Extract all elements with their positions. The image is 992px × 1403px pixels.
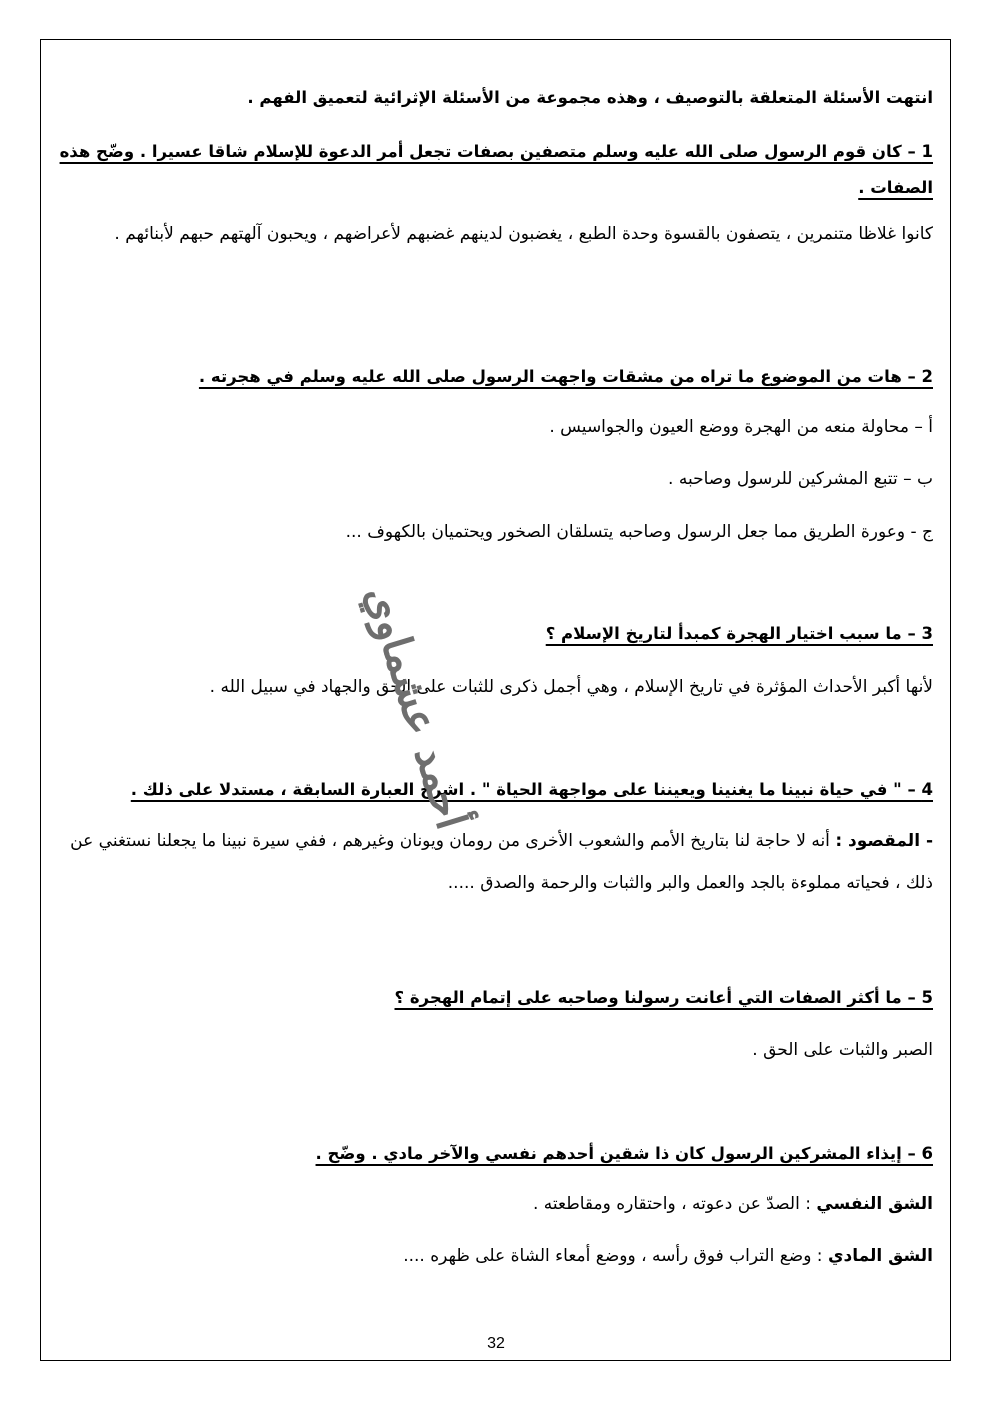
answer-2-item-c: ج - وعورة الطريق مما جعل الرسول وصاحبه يتسلقان الصخور ويحتميان بالكهوف ... — [345, 522, 933, 542]
answer-6-psych-label: الشق النفسي — [816, 1194, 933, 1214]
answer-4-label: - المقصود : — [835, 831, 933, 851]
answer-2-item-b: ب – تتبع المشركين للرسول وصاحبه . — [668, 469, 933, 489]
question-3: 3 – ما سبب اختيار الهجرة كمبدأ لتاريخ الإسلام ؟ — [545, 624, 933, 643]
question-5: 5 – ما أكثر الصفات التي أعانت رسولنا وصاحبه على إتمام الهجرة ؟ — [394, 988, 933, 1007]
watermark — [356, 570, 477, 835]
answer-6-part-physical — [49, 1244, 933, 1268]
answer-6-physical-text: : وضع التراب فوق رأسه ، ووضع أمعاء الشاة على ظهره .... — [403, 1246, 823, 1266]
intro-text: انتهت الأسئلة المتعلقة بالتوصيف ، وهذه مجموعة من الأسئلة الإثرائية لتعميق الفهم . — [247, 88, 933, 107]
answer-1: كانوا غلاظا متنمرين ، يتصفون بالقسوة وحدة الطبع ، يغضبون لدينهم غضبهم لأعراضهم ، ويحبون آلهتهم حبهم لأبنائهم . — [114, 224, 933, 244]
answer-6-physical-label: الشق المادي — [827, 1246, 933, 1266]
answer-6-psych-text: : الصدّ عن دعوته ، واحتقاره ومقاطعته . — [532, 1194, 811, 1214]
watermark-text: أحمد عشماوي — [356, 580, 477, 835]
answer-3: لأنها أكبر الأحداث المؤثرة في تاريخ الإسلام ، وهي أجمل ذكرى للثبات على الحق والجهاد في سبيل الله . — [209, 677, 933, 697]
page-number: 32 — [487, 1335, 505, 1352]
question-6: 6 – إيذاء المشركين الرسول كان ذا شقين أحدهم نفسي والآخر مادي . وضّح . — [315, 1144, 933, 1163]
answer-6-part-psych — [49, 1192, 933, 1216]
question-4: 4 – " في حياة نبينا ما يغنينا ويعيننا على مواجهة الحياة " . اشرح العبارة السابقة ، مستدلا على ذلك . — [130, 780, 933, 799]
question-2: 2 – هات من الموضوع ما تراه من مشقات واجهت الرسول صلى الله عليه وسلم في هجرته . — [198, 367, 933, 386]
answer-2-item-a: أ – محاولة منعه من الهجرة ووضع العيون والجواسيس . — [549, 417, 933, 437]
answer-5: الصبر والثبات على الحق . — [752, 1040, 933, 1060]
answer-4-text: أنه لا حاجة لنا بتاريخ الأمم والشعوب الأخرى من رومان ويونان وغيرهم ، ففي سيرة نبينا ما يجعلنا نستغني عن ذلك ، فحياته مملوءة بالجد والعمل والبر والثبات والرحمة والصدق ..... — [70, 831, 933, 893]
question-1: 1 – كان قوم الرسول صلى الله عليه وسلم متصفين بصفات تجعل أمر الدعوة للإسلام شاقا عسيرا . وضّح هذه الصفات . — [59, 142, 933, 197]
answer-4 — [49, 820, 933, 904]
